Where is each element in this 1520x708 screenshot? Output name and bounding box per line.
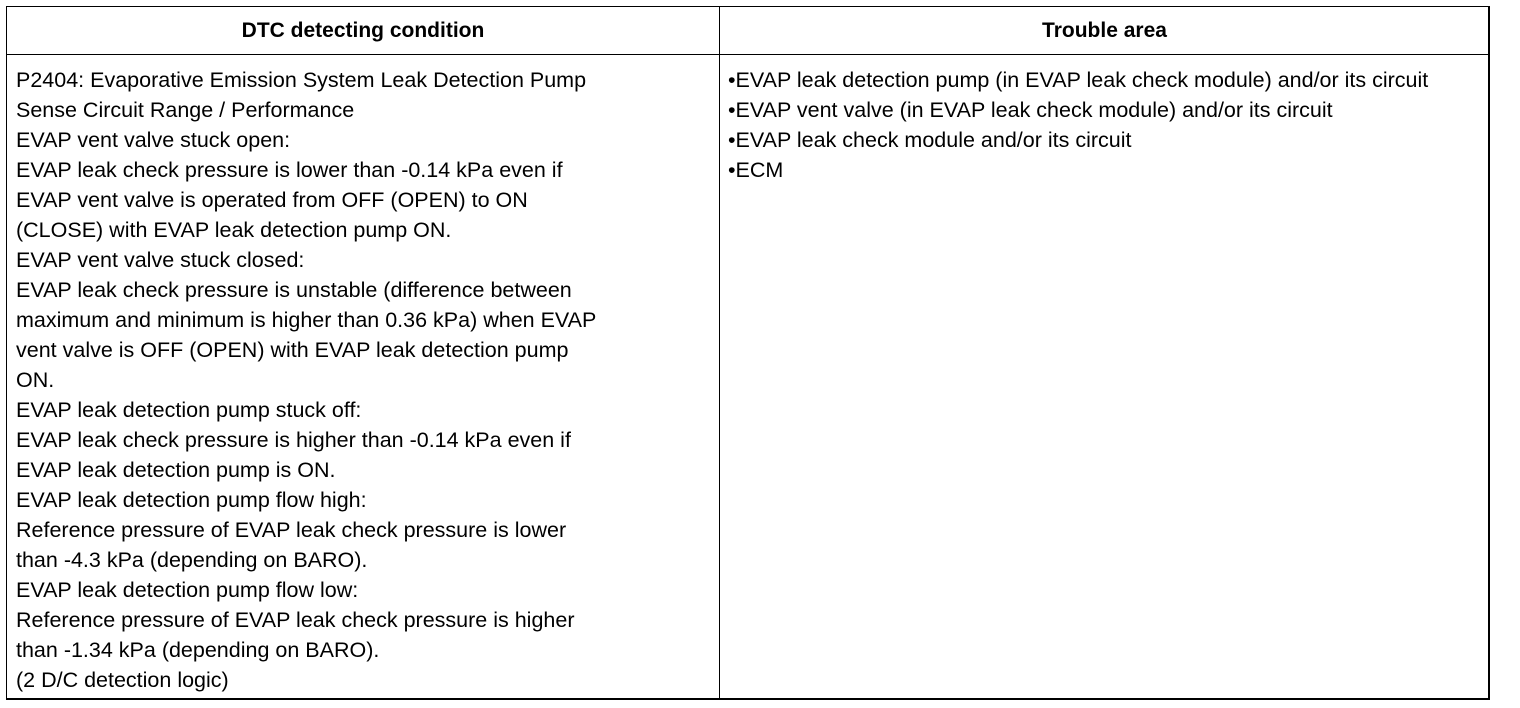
trouble-area-cell <box>728 65 1488 185</box>
condition-line: EVAP leak detection pump flow low: <box>16 578 359 602</box>
trouble-item <box>728 95 1488 125</box>
condition-line: EVAP leak check pressure is higher than -0.14 kPa even if <box>16 428 571 452</box>
condition-line: Sense Circuit Range / Performance <box>16 98 355 122</box>
condition-line: (2 D/C detection logic) <box>16 668 229 692</box>
bullet-icon: • <box>728 158 736 182</box>
condition-line: EVAP leak check pressure is unstable (difference between <box>16 278 572 302</box>
trouble-item-text: EVAP vent valve (in EVAP leak check module) and/or its circuit <box>735 98 1333 122</box>
condition-line: vent valve is OFF (OPEN) with EVAP leak detection pump <box>16 338 569 362</box>
condition-line: maximum and minimum is higher than 0.36 kPa) when EVAP <box>16 308 597 332</box>
condition-line: (CLOSE) with EVAP leak detection pump ON. <box>16 218 452 242</box>
trouble-item <box>728 125 1488 155</box>
condition-line: EVAP leak detection pump stuck off: <box>16 398 362 422</box>
condition-line: Reference pressure of EVAP leak check pressure is higher <box>16 608 575 632</box>
header-trouble-area: Trouble area <box>1042 18 1167 42</box>
condition-line: EVAP vent valve stuck open: <box>16 128 291 152</box>
condition-line: P2404: Evaporative Emission System Leak Detection Pump <box>16 68 587 92</box>
dtc-table <box>6 6 1490 700</box>
condition-line: EVAP vent valve stuck closed: <box>16 248 305 272</box>
header-divider <box>7 54 1488 55</box>
header-dtc-detecting-condition: DTC detecting condition <box>241 18 485 42</box>
trouble-item-text: EVAP leak check module and/or its circuit <box>735 128 1132 152</box>
condition-cell <box>16 65 706 695</box>
bullet-icon: • <box>728 68 736 92</box>
condition-line: EVAP leak detection pump is ON. <box>16 458 336 482</box>
trouble-item <box>728 65 1488 95</box>
trouble-item-text: EVAP leak detection pump (in EVAP leak check module) and/or its circuit <box>735 68 1429 92</box>
condition-line: than -4.3 kPa (depending on BARO). <box>16 548 368 572</box>
bullet-icon: • <box>728 98 736 122</box>
condition-line: Reference pressure of EVAP leak check pressure is lower <box>16 518 567 542</box>
condition-line: than -1.34 kPa (depending on BARO). <box>16 638 380 662</box>
trouble-item <box>728 155 1488 185</box>
condition-line: EVAP leak check pressure is lower than -0.14 kPa even if <box>16 158 563 182</box>
condition-line: EVAP vent valve is operated from OFF (OPEN) to ON <box>16 188 528 212</box>
trouble-item-text: ECM <box>735 158 784 182</box>
condition-line: ON. <box>16 368 55 392</box>
condition-line: EVAP leak detection pump flow high: <box>16 488 367 512</box>
column-divider <box>719 7 720 698</box>
bullet-icon: • <box>728 128 736 152</box>
